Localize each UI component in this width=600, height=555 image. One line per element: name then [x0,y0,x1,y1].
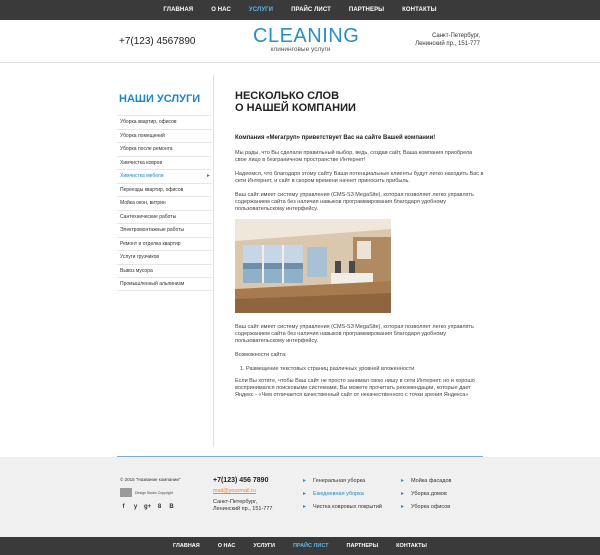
footer-link-daily-cleaning[interactable]: ▸ Ежедневная уборка [303,491,382,504]
sidebar-item-premises-cleaning[interactable]: Уборка помещений [117,129,212,143]
footer-link-office-cleaning[interactable]: ▸ Уборка офисов [401,504,451,517]
nav-item-contacts[interactable]: КОНТАКТЫ [402,7,437,13]
footer-link-carpet-cleaning[interactable]: ▸ Чистка ковровых покрытий [303,504,382,517]
nav-item-about[interactable]: О НАС [217,543,236,549]
page-title [235,90,485,114]
odnoklassniki-icon[interactable]: 8 [157,504,162,510]
services-sidebar [117,75,214,447]
sidebar-item-plumbing[interactable]: Сантехнические работы [117,210,212,224]
paragraph: Мы рады, что Вы сделали правильный выбор, ведь, создав сайт, Ваша компания приобрела свое лицо в безграничном пространстве Интернет! [235,150,473,163]
nav-item-partners[interactable]: ПАРТНЕРЫ [348,7,385,13]
address-line: Ленинский пр., 151-777 [213,506,273,512]
nav-item-partners[interactable]: ПАРТНЕРЫ [346,543,379,549]
footer-address [213,499,272,513]
interior-photo [235,219,391,313]
sidebar-title: НАШИ УСЛУГИ [119,93,201,105]
nav-item-contacts[interactable]: КОНТАКТЫ [396,543,427,549]
address-line: Санкт-Петербург, [432,33,480,39]
nav-item-home[interactable]: ГЛАВНАЯ [163,7,194,13]
sidebar-item-carpet-cleaning[interactable]: Химчистка ковров [117,156,212,170]
footer-email-link[interactable]: mail@yourmail.ru [213,488,256,494]
studio-logo[interactable] [120,488,132,497]
footer-link-general-cleaning[interactable]: ▸ Генеральная уборка [303,478,382,491]
address-line: Санкт-Петербург, [213,499,257,505]
sidebar-item-waste-removal[interactable]: Вывоз мусора [117,264,212,278]
interior-photo-graphic [235,219,391,313]
title-line: О НАШЕЙ КОМПАНИИ [235,102,356,114]
paragraph: Если Вы хотите, чтобы Ваш сайт не просто занимал свою нишу в сети Интернет, но и хорошо воспринимался поисковыми системами, Вы можете прочитать рекомендации, которые дает Яндекс - «Чем отличается качественный сайт от некачественного с точки зрения Яндекса» [235,378,475,398]
studio-copyright[interactable]: Design Studio Copyright [135,491,173,495]
footer-link-facade-washing[interactable]: ▸ Мойка фасадов [401,478,451,491]
bottom-navigation [0,537,600,555]
nav-item-about[interactable]: О НАС [211,7,231,13]
nav-item-services[interactable]: УСЛУГИ [253,543,275,549]
vkontakte-icon[interactable]: B [169,504,174,510]
footer-links-col1 [303,478,382,517]
sidebar-item-movers[interactable]: Услуги грузчиков [117,250,212,264]
title-line: НЕСКОЛЬКО СЛОВ [235,90,340,102]
footer-links-col2 [401,478,451,517]
paragraph: Ваш сайт имеет систему управления (CMS-S3 MegaSite), которая позволяет легко управлять содержанием сайта без наличия навыков программирования благодаря удобному пользовательскому интерфейсу. [235,324,474,344]
nav-item-services[interactable]: УСЛУГИ [248,7,274,13]
sidebar-item-electrical[interactable]: Электромонтажные работы [117,223,212,237]
header-address [415,32,480,48]
paragraph: Надеемся, что благодаря этому сайту Ваши потенциальные клиенты будут легко находить Вас в сети Интернет, и сайт в скором времени начнет приносить прибыль. [235,171,484,184]
site-footer [0,457,600,537]
site-logo[interactable] [253,25,360,54]
sidebar-item-apartment-office-cleaning[interactable]: Уборка квартир, офисов [117,115,212,129]
sidebar-item-post-renovation-cleaning[interactable]: Уборка после ремонта [117,142,212,156]
sidebar-item-moving[interactable]: Переезды квартир, офисов [117,183,212,197]
google-plus-icon[interactable]: g+ [144,504,152,510]
lead-text: Компания «Мегагруп» приветствует Вас на сайте Вашей компании! [235,135,436,141]
nav-item-price-list[interactable]: ПРАЙС ЛИСТ [291,7,331,13]
features-list [235,366,485,372]
sidebar-item-renovation[interactable]: Ремонт и отделка квартир [117,237,212,251]
paragraph: Ваш сайт имеет систему управления (CMS-S3 MegaSite), которая позволяет легко управлять содержанием сайта без наличия навыков программирования благодаря удобному пользовательскому интерфейсу. [235,192,474,212]
twitter-icon[interactable]: y [133,504,138,510]
address-line: Ленинский пр., 151-777 [415,41,480,47]
footer-link-house-cleaning[interactable]: ▸ Уборка домов [401,491,451,504]
list-item: 1. Размещение текстовых страниц различных уровней вложенности [246,366,485,372]
facebook-icon[interactable]: f [122,504,125,510]
copyright: © 2015 "Название компании" [120,477,181,482]
site-header [0,20,600,63]
footer-phone: +7(123) 456 7890 [213,477,269,484]
sidebar-item-furniture-cleaning[interactable]: Химчистка мебели ▸ [117,169,212,183]
logo-subtitle: клининговые услуги [270,46,331,53]
sidebar-item-industrial-climbing[interactable]: Промышленный альпинизм [117,277,212,291]
header-phone: +7(123) 4567890 [119,36,196,47]
sidebar-menu [117,115,212,291]
sidebar-item-window-washing[interactable]: Мойка окон, витрин [117,196,212,210]
main-content [235,90,485,399]
social-links [120,504,175,510]
logo-title: CLEANING [253,25,360,47]
top-navigation [0,0,600,20]
nav-item-home[interactable]: ГЛАВНАЯ [173,543,200,549]
paragraph: Возможности сайта: [235,352,287,358]
nav-item-price-list[interactable]: ПРАЙС ЛИСТ [292,543,329,549]
